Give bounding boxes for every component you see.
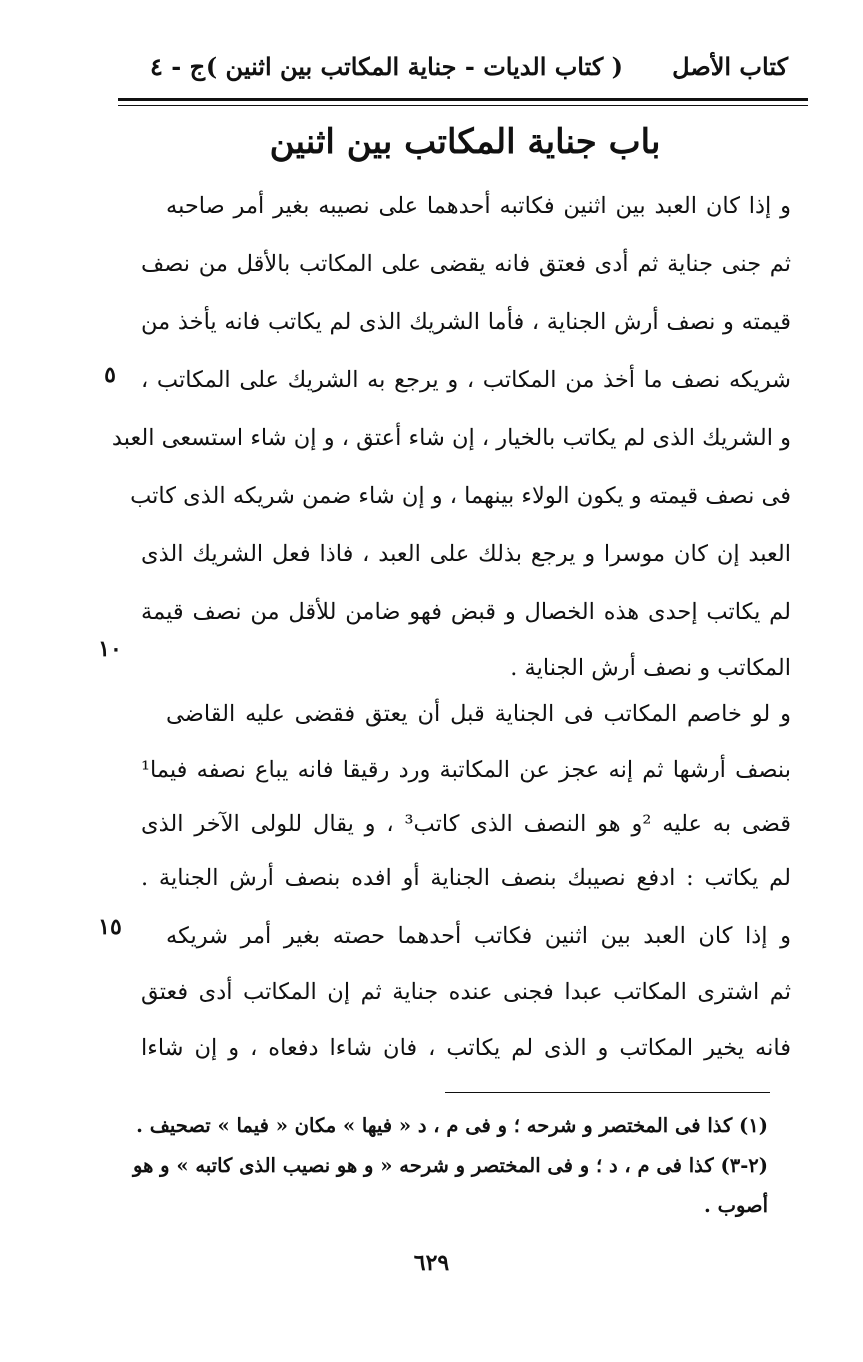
- footnote: أصوب .: [704, 1194, 768, 1217]
- running-head-section: ( كتاب الديات - جناية المكاتب بين اثنين ): [205, 52, 623, 81]
- page-number: ٦٢٩: [413, 1250, 450, 1276]
- body-line: و لو خاصم المكاتب فى الجناية قبل أن يعتق فقضى عليه القاضى: [166, 701, 791, 727]
- running-head: [150, 52, 788, 92]
- body-line: فى نصف قيمته و يكون الولاء بينهما ، و إن شاء ضمن شريكه الذى كاتب: [130, 483, 791, 509]
- body-line: و إذا كان العبد بين اثنين فكاتبه أحدهما على نصيبه بغير أمر صاحبه: [166, 193, 791, 219]
- body-line: ثم جنى جناية ثم أدى فعتق فانه يقضى على المكاتب بالأقل من نصف: [141, 251, 791, 277]
- line-number: ١٠: [98, 636, 122, 662]
- body-line: لم يكاتب إحدى هذه الخصال و قبض فهو ضامن للأقل من نصف قيمة: [141, 599, 791, 625]
- header-rule-thin: [118, 105, 808, 106]
- body-line: المكاتب و نصف أرش الجناية .: [510, 655, 791, 681]
- line-number: ٥: [104, 362, 116, 388]
- chapter-title: باب جناية المكاتب بين اثنين: [269, 122, 661, 162]
- body-line: قيمته و نصف أرش الجناية ، فأما الشريك الذى لم يكاتب فانه يأخذ من: [141, 309, 791, 335]
- running-head-book-title: كتاب الأصل: [672, 52, 788, 81]
- line-number: ١٥: [98, 914, 122, 940]
- body-line: و الشريك الذى لم يكاتب بالخيار ، إن شاء أعتق ، و إن شاء استسعى العبد: [111, 425, 791, 451]
- body-line: قضى به عليه ²و هو النصف الذى كاتب³ ، و يقال للولى الآخر الذى: [141, 811, 791, 837]
- body-line: بنصف أرشها ثم إنه عجز عن المكاتبة ورد رقيقا فانه يباع نصفه فيما¹: [141, 757, 791, 783]
- footnote-separator: [445, 1092, 770, 1093]
- footnote: (١) كذا فى المختصر و شرحه ؛ و فى م ، د « فيها » مكان « فيما » تصحيف .: [136, 1114, 768, 1137]
- body-line: لم يكاتب : ادفع نصيبك بنصف الجناية أو افده بنصف أرش الجناية .: [141, 865, 791, 891]
- running-head-volume: ج - ٤: [150, 52, 206, 81]
- header-rule-thick: [118, 98, 808, 101]
- body-line: ثم اشترى المكاتب عبدا فجنى عنده جناية ثم إن المكاتب أدى فعتق: [141, 979, 791, 1005]
- body-line: العبد إن كان موسرا و يرجع بذلك على العبد ، فاذا فعل الشريك الذى: [141, 541, 791, 567]
- footnote: (٢-٣) كذا فى م ، د ؛ و فى المختصر و شرحه « و هو نصيب الذى كاتبه » و هو: [133, 1154, 768, 1177]
- body-line: فانه يخير المكاتب و الذى لم يكاتب ، فان شاءا دفعاه ، و إن شاءا: [141, 1035, 791, 1061]
- body-line: شريكه نصف ما أخذ من المكاتب ، و يرجع به الشريك على المكاتب ،: [141, 367, 791, 393]
- body-line: و إذا كان العبد بين اثنين فكاتب أحدهما حصته بغير أمر شريكه: [166, 923, 791, 949]
